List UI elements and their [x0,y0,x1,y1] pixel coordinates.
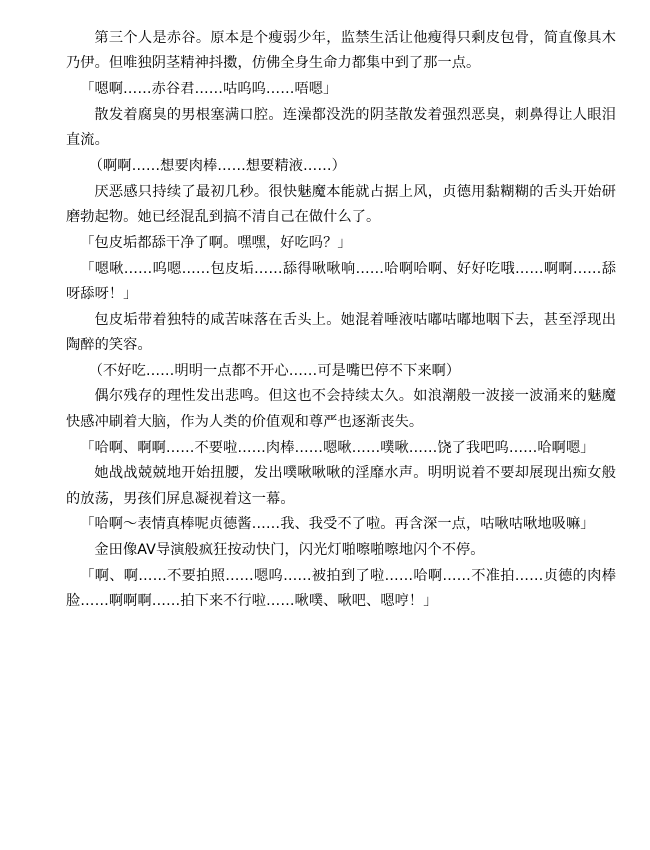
paragraph: 厌恶感只持续了最初几秒。很快魅魔本能就占据上风，贞德用黏糊糊的舌头开始研磨勃起物。她已经混乱到搞不清自己在做什么了。 [66,183,616,225]
paragraph: 「哈啊～表情真棒呢贞德酱……我、我受不了啦。再含深一点，咕啾咕啾地吸嘛」 [80,516,595,533]
paragraph: 「啊、啊……不要拍照……嗯呜……被拍到了啦……哈啊……不准拍……贞德的肉棒脸……啊啊啊……拍下来不行啦……啾噗、啾吧、嗯哼！」 [66,567,616,610]
paragraph: 「包皮垢都舔干净了啊。嘿嘿，好吃吗？」 [80,234,352,251]
paragraph: 「嗯啾……呜嗯……包皮垢……舔得啾啾响……哈啊哈啊、好好吃哦……啊啊……舔呀舔呀！」 [66,260,616,302]
paragraph: 散发着腐臭的男根塞满口腔。连澡都没洗的阴茎散发着强烈恶臭，刺鼻得让人眼泪直流。 [66,106,616,149]
paragraph: 包皮垢带着独特的咸苦味落在舌头上。她混着唾液咕嘟咕嘟地咽下去，甚至浮现出陶醉的笑容。 [66,311,616,353]
paragraph: 「哈啊、啊啊……不要啦……肉棒……嗯啾……噗啾……饶了我吧呜……哈啊嗯」 [80,439,595,456]
document-body [66,26,616,614]
paragraph: 偶尔残存的理性发出悲鸣。但这也不会持续太久。如浪潮般一波接一波涌来的魅魔快感冲刷着大脑，作为人类的价值观和尊严也逐渐丧失。 [66,388,616,430]
paragraph: 她战战兢兢地开始扭腰，发出噗啾啾啾的淫靡水声。明明说着不要却展现出痴女般的放荡，男孩们屏息凝视着这一幕。 [66,465,616,507]
paragraph: 金田像AV导演般疯狂按动快门，闪光灯啪嚓啪嚓地闪个不停。 [94,542,485,559]
paragraph: （不好吃……明明一点都不开心……可是嘴巴停不下来啊） [88,362,461,379]
paragraph: （啊啊……想要肉棒……想要精液……） [88,157,346,174]
paragraph: 「嗯啊……赤谷君……咕呜呜……唔嗯」 [80,81,338,98]
paragraph: 第三个人是赤谷。原本是个瘦弱少年，监禁生活让他瘦得只剩皮包骨，简直像具木乃伊。但唯独阴茎精神抖擞，仿佛全身生命力都集中到了那一点。 [66,30,616,72]
